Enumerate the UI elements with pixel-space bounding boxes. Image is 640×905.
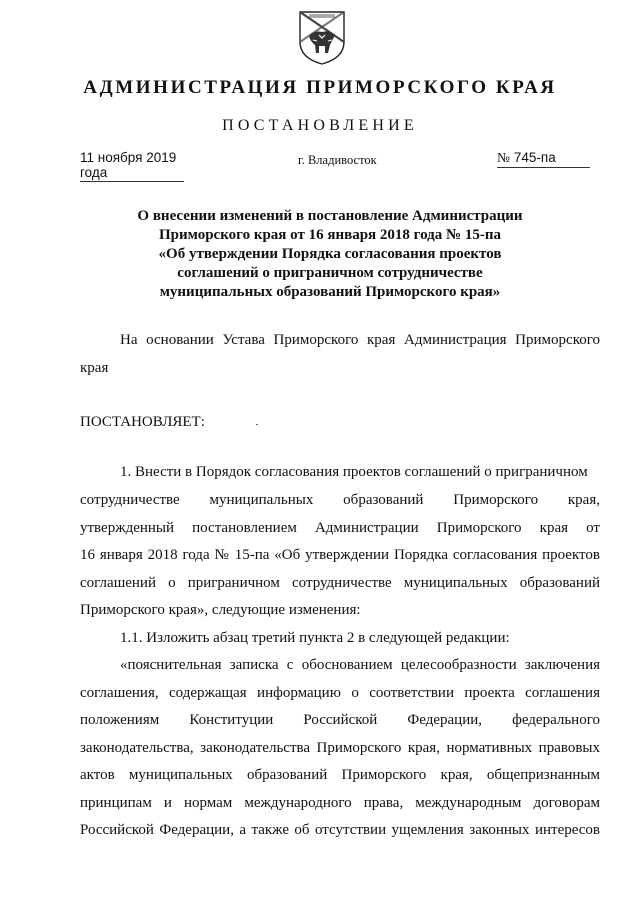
quote-line: актов муниципальных образований Приморского края, общепризнанным [80,767,600,783]
paragraph-line: утвержденный постановлением Администрации Приморского края от [80,520,600,536]
quote-line: законодательства, законодательства Приморского края, нормативных правовых [80,740,600,756]
basis-line: края [80,360,109,376]
document-date: 11 ноября 2019 года [80,150,184,182]
document-type: ПОСТАНОВЛЕНИЕ [222,117,418,134]
subparagraph-line: 1.1. Изложить абзац третий пункта 2 в следующей редакции: [120,630,510,646]
scan-mark [256,424,258,425]
paragraph-line: Приморского края», следующие изменения: [80,602,361,618]
title-line: соглашений о приграничном сотрудничестве [177,265,483,281]
quote-line: соглашения, содержащая информацию о соответствии проекта соглашения [80,685,600,701]
paragraph-line: 16 января 2018 года № 15-па «Об утверждении Порядка согласования проектов [80,547,600,563]
quote-line: «пояснительная записка с обоснованием целесообразности заключения [120,657,600,673]
title-line: «Об утверждении Порядка согласования проектов [158,246,502,262]
coat-of-arms-emblem [297,8,347,66]
title-line: Приморского края от 16 января 2018 года № 15-па [159,227,501,243]
paragraph-line: соглашений о приграничном сотрудничестве муниципальных образований [80,575,600,591]
paragraph-line: сотрудничестве муниципальных образований Приморского края, [80,492,600,508]
document-title [120,207,540,302]
number-value: 745-па [513,150,556,165]
document-number [497,150,590,168]
quote-line: положениям Конституции Российской Федерации, федерального [80,712,600,728]
quote-line: Российской Федерации, а также об отсутствии ущемления законных интересов [80,822,600,838]
decree-word: ПОСТАНОВЛЯЕТ: [80,414,205,430]
title-line: муниципальных образований Приморского края» [159,284,501,300]
paragraph-line: 1. Внести в Порядок согласования проектов соглашений о приграничном [120,464,588,480]
quote-line: принципам и нормам международного права, международным договорам [80,795,600,811]
title-line: О внесении изменений в постановление Администрации [137,208,523,224]
document-city: г. Владивосток [298,153,377,167]
organization-name: АДМИНИСТРАЦИЯ ПРИМОРСКОГО КРАЯ [83,77,557,98]
basis-line: На основании Устава Приморского края Администрация Приморского [120,332,600,348]
number-sign: № [497,150,510,165]
